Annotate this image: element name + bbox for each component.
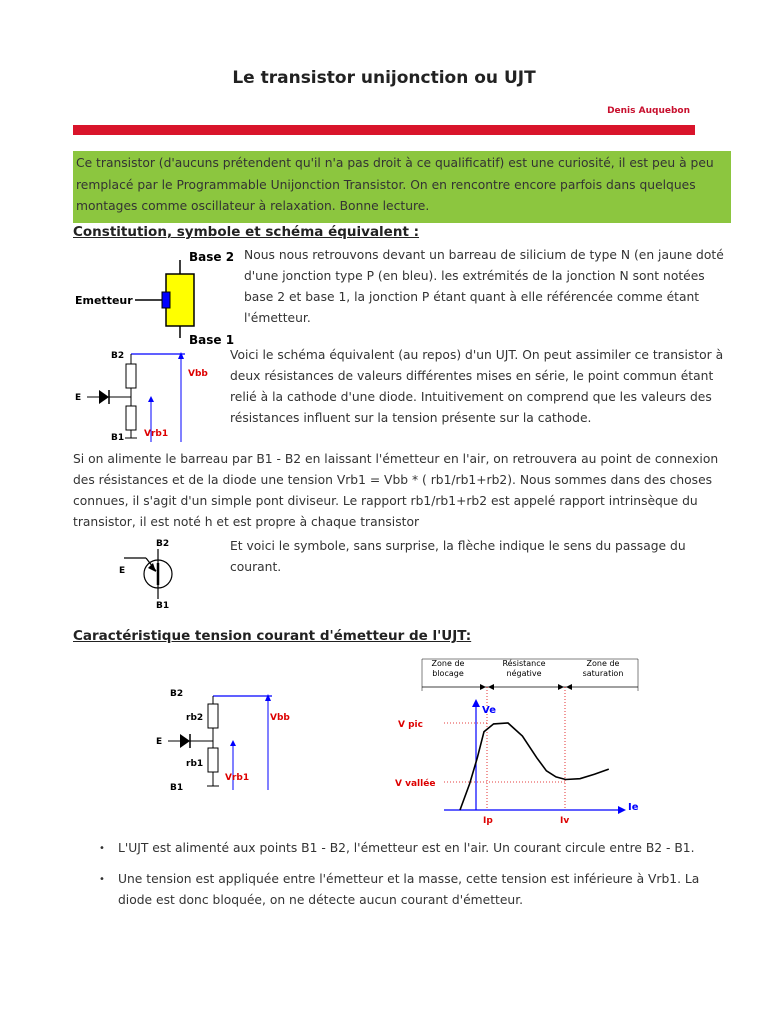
- symbol-label-e: E: [119, 566, 126, 576]
- zone-resistance-line1: Résistance: [502, 659, 546, 668]
- eq2-label-rb2: rb2: [186, 713, 204, 723]
- label-b1: B1: [111, 433, 125, 443]
- eq2-label-b2: B2: [170, 689, 184, 699]
- zone-saturation-line2: saturation: [582, 669, 624, 678]
- zone-saturation-line1: Zone de: [586, 659, 620, 668]
- eq2-resistor-rb2: [208, 704, 218, 728]
- eq2-label-vbb: Vbb: [270, 713, 290, 723]
- paragraph-equivalent: Voici le schéma équivalent (au repos) d'un UJT. On peut assimiler ce transistor à deux résistances de valeurs différentes mises en série, le point commun étant relié à la cathode d'une diode. Intuitivement on comprend que les valeurs des résistances influent sur la tension présente sur la cathode.: [230, 348, 724, 425]
- bullet-item: • L'UJT est alimenté aux points B1 - B2, l'émetteur est en l'air. Un courant circule entre B2 - B1.: [96, 838, 736, 859]
- section-heading-characteristic: Caractéristique tension courant d'émetteur de l'UJT:: [73, 628, 472, 644]
- label-base1: Base 1: [189, 333, 235, 347]
- eq2-diode-icon: [180, 734, 190, 748]
- equivalent-circuit-diagram-2: [150, 680, 300, 798]
- zone-resistance-line2: négative: [506, 669, 542, 678]
- axis-label-ve: Ve: [482, 705, 496, 716]
- label-b2: B2: [111, 351, 125, 361]
- label-base2: Base 2: [189, 250, 235, 264]
- marker-label-vvallee: V vallée: [395, 779, 436, 789]
- label-vrb1: Vrb1: [144, 429, 169, 439]
- title-divider: [73, 125, 695, 135]
- p-junction: [162, 292, 170, 308]
- paragraph-symbol: Et voici le symbole, sans surprise, la flèche indique le sens du passage du courant.: [230, 539, 686, 574]
- symbol-label-b1: B1: [156, 601, 170, 611]
- ujt-symbol-diagram: [110, 535, 190, 613]
- ujt-characteristic-chart: [390, 655, 650, 830]
- diode-icon: [99, 390, 109, 404]
- bullet-list: [96, 838, 736, 921]
- axis-label-ie: Ie: [628, 802, 639, 813]
- equivalent-circuit-diagram: [73, 346, 233, 446]
- eq2-label-vrb1: Vrb1: [225, 773, 250, 783]
- eq2-resistor-rb1: [208, 748, 218, 772]
- page-title: Le transistor unijonction ou UJT: [232, 68, 536, 88]
- eq2-label-rb1: rb1: [186, 759, 204, 769]
- section-heading-constitution: Constitution, symbole et schéma équivalent :: [73, 224, 419, 240]
- marker-label-iv: Iv: [560, 816, 570, 826]
- zone-blocage-line1: Zone de: [431, 659, 465, 668]
- paragraph-divider: Si on alimente le barreau par B1 - B2 en laissant l'émetteur en l'air, on retrouvera au point de connexion des résistances et de la diode une tension Vrb1 = Vbb * ( rb1/rb1+rb2). Nous sommes dans des choses connues, il s'agit d'un simple pont diviseur. Le rapport rb1/rb1+rb2 est appelé rapport intrinsèque du transistor, il est noté h et est propre à chaque transistor: [73, 452, 719, 529]
- paragraph-structure: Nous nous retrouvons devant un barreau de silicium de type N (en jaune doté d'une jonction type P (en bleu). les extrémités de la jonction N sont notées base 2 et base 1, la jonction P étant quant à elle référencée comme étant l'émetteur.: [244, 248, 724, 325]
- ve-ie-curve: [460, 723, 609, 810]
- bullet-item: • Une tension est appliquée entre l'émetteur et la masse, cette tension est inférieure à Vrb1. La diode est donc bloquée, on ne détecte aucun courant d'émetteur.: [96, 869, 736, 911]
- marker-label-vpic: V pic: [398, 720, 423, 730]
- resistor-rb1: [126, 406, 136, 430]
- symbol-label-b2: B2: [156, 539, 170, 549]
- eq2-label-b1: B1: [170, 783, 184, 793]
- emitter-arrow-icon: [148, 563, 156, 572]
- zone-blocage-line2: blocage: [432, 669, 464, 678]
- intro-box: Ce transistor (d'aucuns prétendent qu'il n'a pas droit à ce qualificatif) est une curiosité, il est peu à peu remplacé par le Programmable Unijonction Transistor. On en rencontre encore parfois dans quelques montages comme oscillateur à relaxation. Bonne lecture.: [73, 151, 731, 223]
- label-vbb: Vbb: [188, 369, 208, 379]
- resistor-rb2: [126, 364, 136, 388]
- eq2-label-e: E: [156, 737, 163, 747]
- label-emetteur: Emetteur: [75, 294, 133, 307]
- author-name: Denis Auquebon: [607, 106, 690, 116]
- label-e: E: [75, 393, 82, 403]
- ujt-structure-diagram: [73, 246, 243, 348]
- marker-label-ip: Ip: [483, 816, 493, 826]
